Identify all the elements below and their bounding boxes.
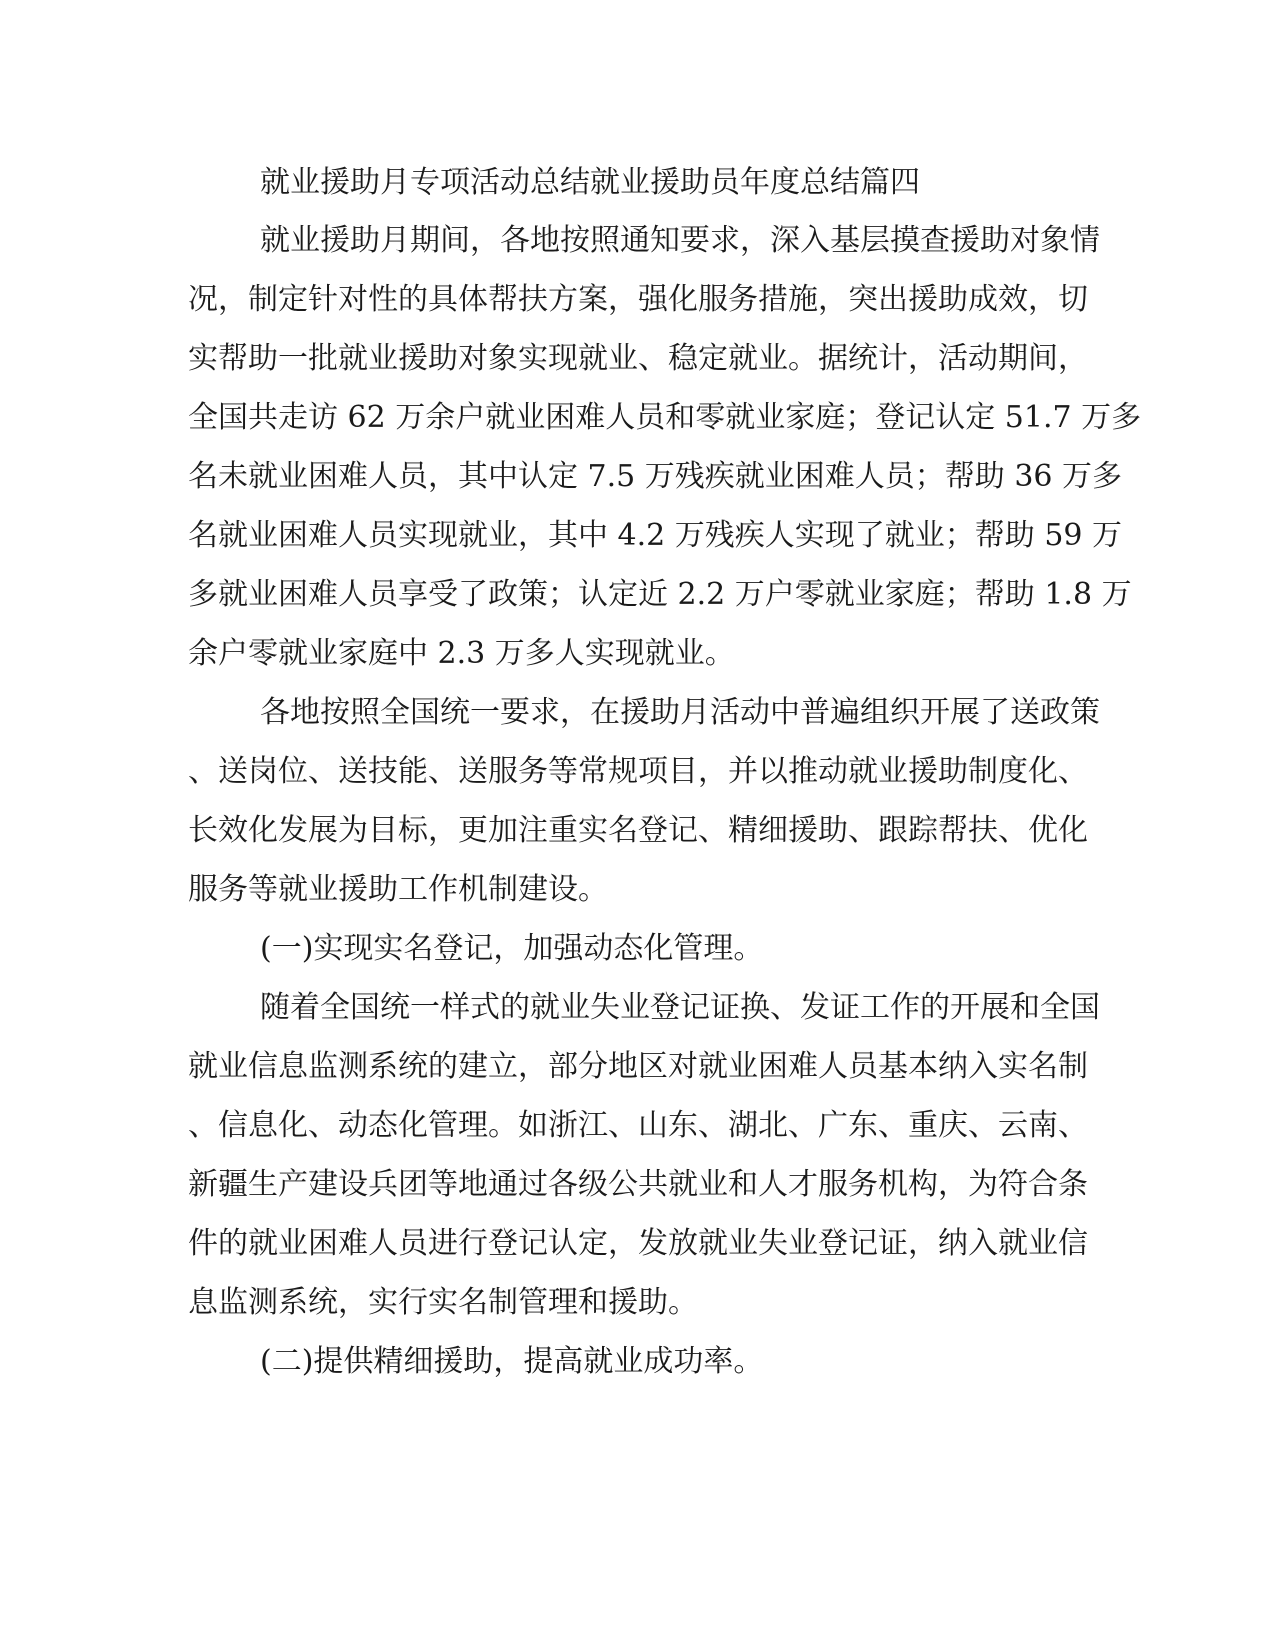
paragraph-1-line-3: 实帮助一批就业援助对象实现就业、稳定就业。据统计，活动期间， bbox=[188, 341, 1088, 376]
paragraph-3-line-5: 件的就业困难人员进行登记认定，发放就业失业登记证，纳入就业信 bbox=[188, 1226, 1088, 1261]
paragraph-3-line-4: 新疆生产建设兵团等地通过各级公共就业和人才服务机构，为符合条 bbox=[188, 1167, 1088, 1202]
paragraph-1-line-5: 名未就业困难人员，其中认定 7.5 万残疾就业困难人员；帮助 36 万多 bbox=[188, 459, 1123, 494]
paragraph-3-line-6: 息监测系统，实行实名制管理和援助。 bbox=[188, 1285, 698, 1320]
paragraph-1-line-4: 全国共走访 62 万余户就业困难人员和零就业家庭；登记认定 51.7 万多 bbox=[188, 400, 1142, 435]
paragraph-1-line-2: 况，制定针对性的具体帮扶方案，强化服务措施，突出援助成效，切 bbox=[188, 282, 1088, 317]
section-heading-1: (一)实现实名登记，加强动态化管理。 bbox=[260, 931, 764, 966]
paragraph-1-line-7: 多就业困难人员享受了政策；认定近 2.2 万户零就业家庭；帮助 1.8 万 bbox=[188, 577, 1132, 612]
paragraph-3-line-1: 随着全国统一样式的就业失业登记证换、发证工作的开展和全国 bbox=[260, 990, 1100, 1025]
paragraph-3-line-3: 、信息化、动态化管理。如浙江、山东、湖北、广东、重庆、云南、 bbox=[188, 1108, 1088, 1143]
paragraph-3-line-2: 就业信息监测系统的建立，部分地区对就业困难人员基本纳入实名制 bbox=[188, 1049, 1088, 1084]
paragraph-2-line-4: 服务等就业援助工作机制建设。 bbox=[188, 872, 608, 907]
document-title: 就业援助月专项活动总结就业援助员年度总结篇四 bbox=[260, 165, 920, 200]
paragraph-2-line-1: 各地按照全国统一要求，在援助月活动中普遍组织开展了送政策 bbox=[260, 695, 1100, 730]
paragraph-1-line-6: 名就业困难人员实现就业，其中 4.2 万残疾人实现了就业；帮助 59 万 bbox=[188, 518, 1123, 553]
paragraph-1-line-8: 余户零就业家庭中 2.3 万多人实现就业。 bbox=[188, 636, 735, 671]
section-heading-2: (二)提供精细援助，提高就业成功率。 bbox=[260, 1344, 764, 1379]
paragraph-2-line-2: 、送岗位、送技能、送服务等常规项目，并以推动就业援助制度化、 bbox=[188, 754, 1088, 789]
paragraph-2-line-3: 长效化发展为目标，更加注重实名登记、精细援助、跟踪帮扶、优化 bbox=[188, 813, 1088, 848]
paragraph-1-line-1: 就业援助月期间，各地按照通知要求，深入基层摸查援助对象情 bbox=[260, 223, 1100, 258]
